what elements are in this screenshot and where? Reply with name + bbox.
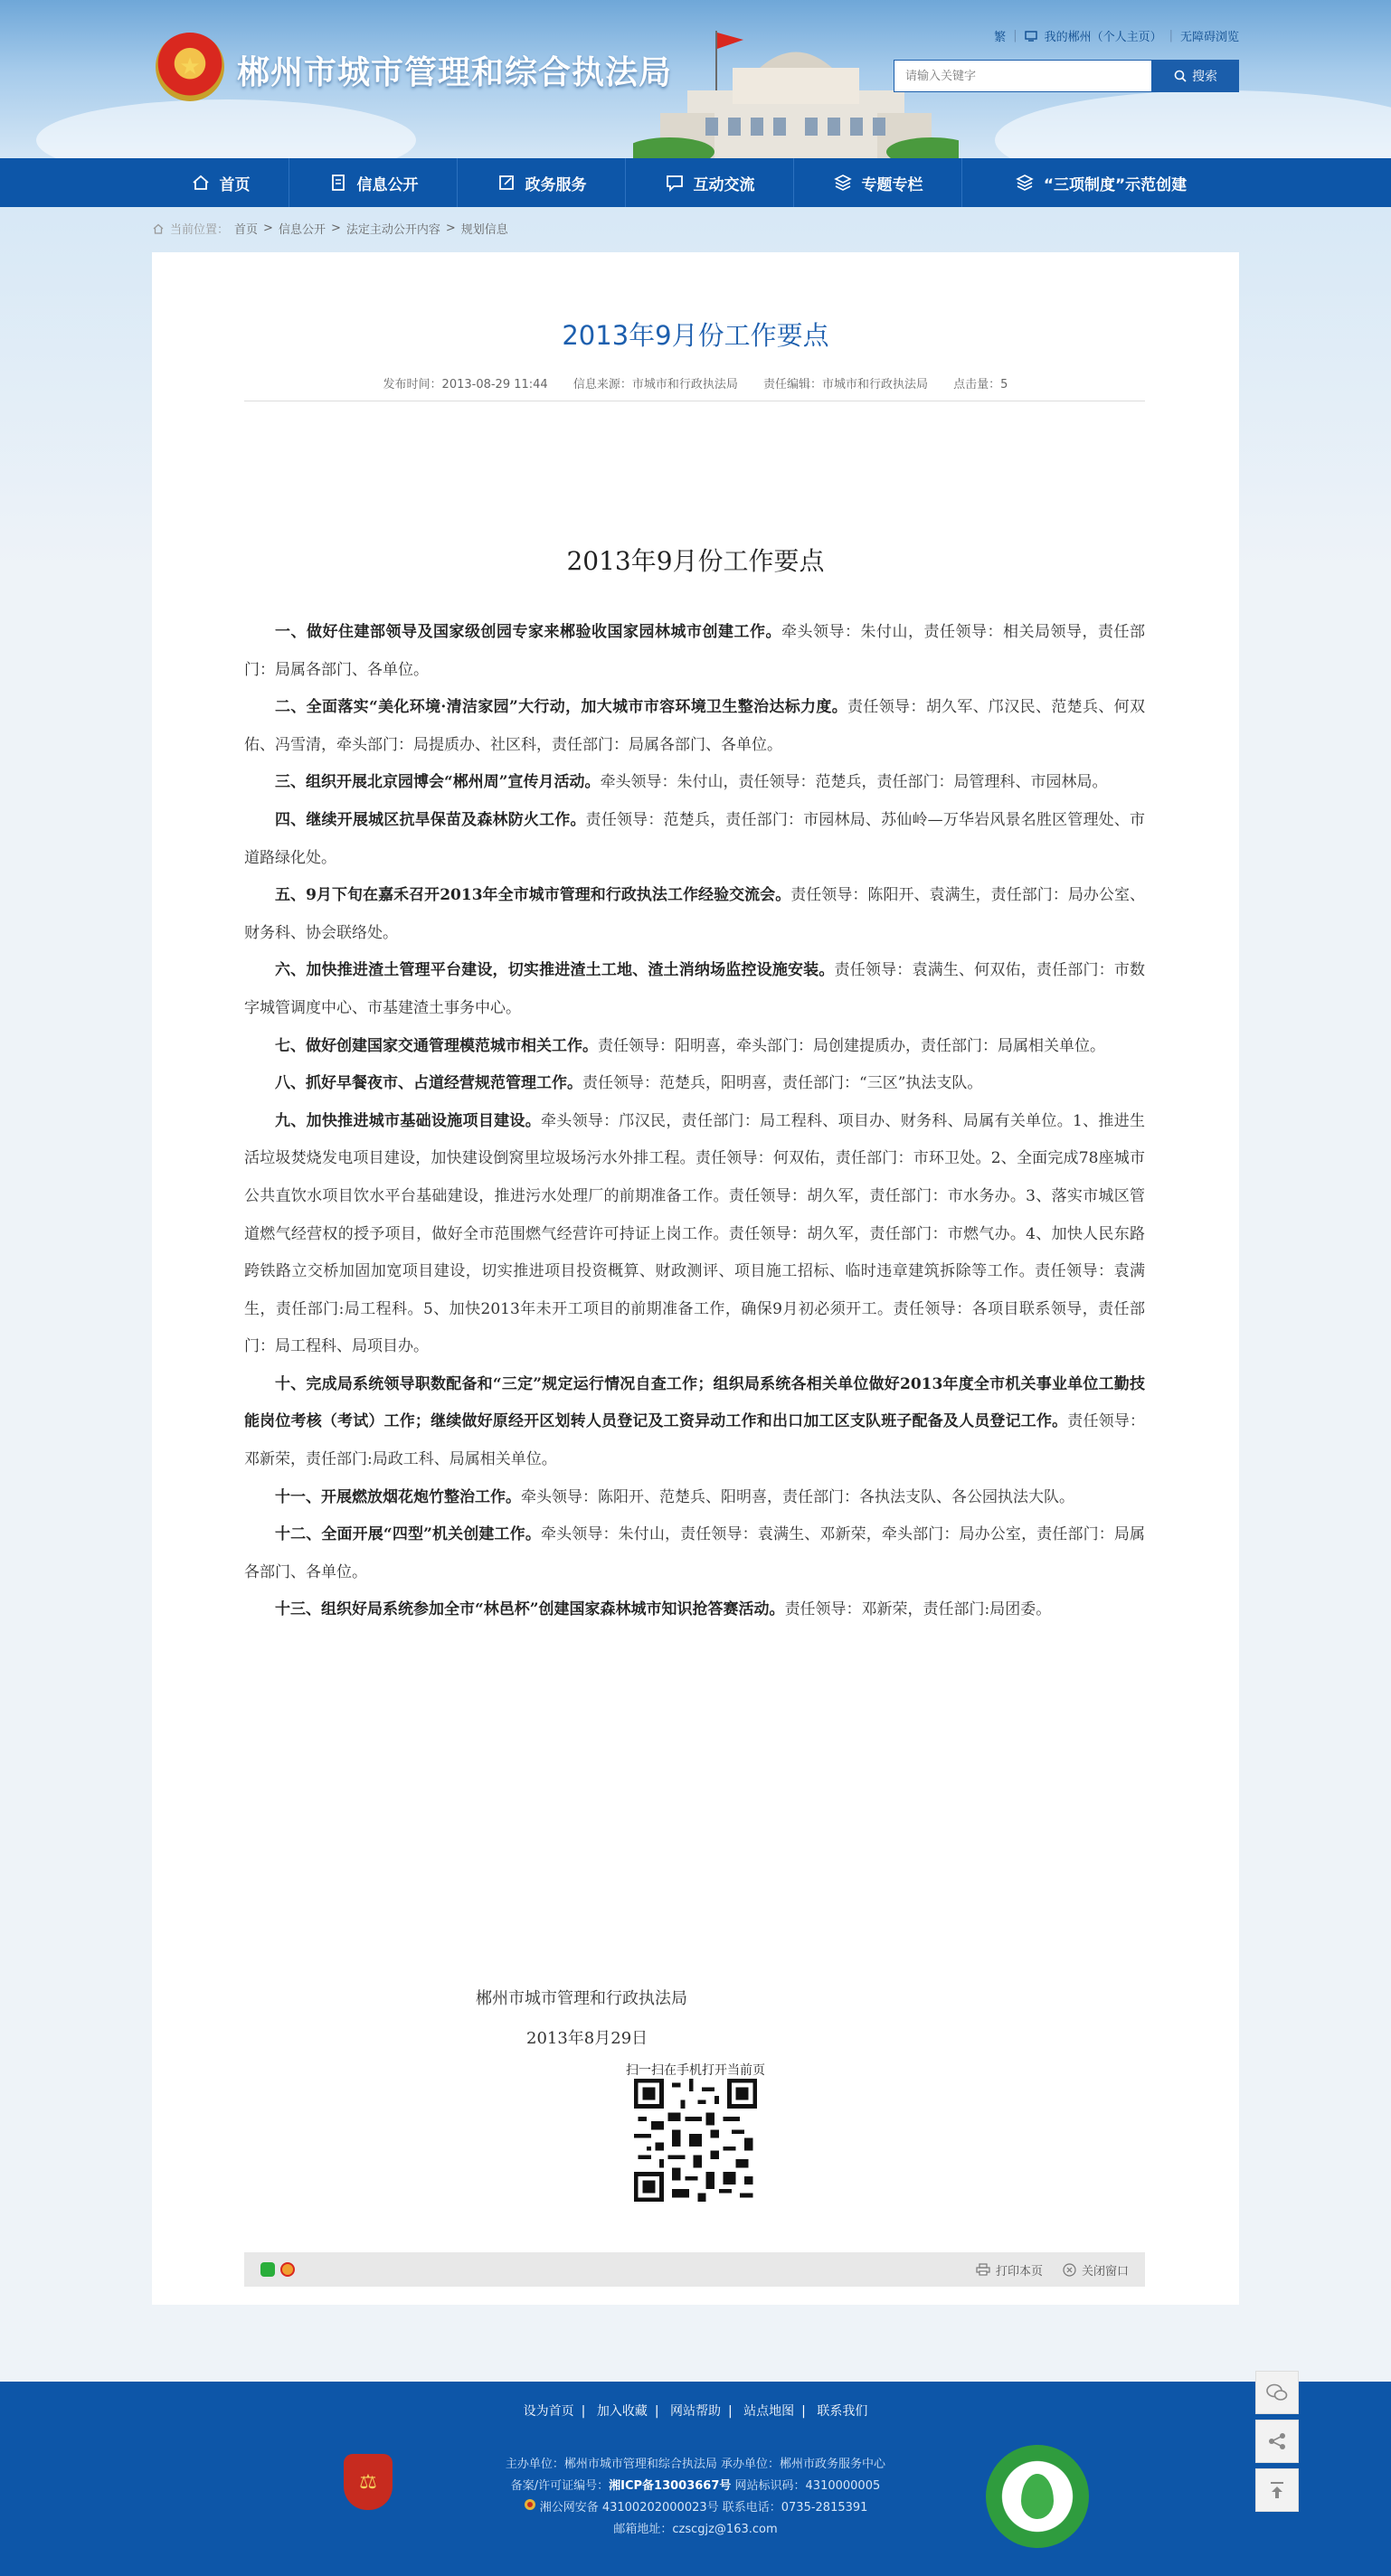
share-float-button[interactable] [1255, 2420, 1299, 2463]
paragraph: 五、9月下旬在嘉禾召开2013年全市城市管理和行政执法工作经验交流会。责任领导：陈阳开、袁满生，责任部门：局办公室、财务科、协会联络处。 [244, 886, 1145, 942]
page-title: 2013年9月份工作要点 [562, 320, 829, 351]
publish-time: 发布时间：2013-08-29 11:44 [383, 378, 548, 392]
qr-label: 扫一扫在手机打开当前页 [626, 2063, 765, 2078]
arrow-up-icon [1267, 2480, 1287, 2500]
footer-sponsor: 主办单位：郴州市城市管理和综合执法局 承办单位：郴州市政务服务中心 [505, 2458, 886, 2471]
share-bar [244, 2252, 1145, 2287]
view-count: 点击量：5 [953, 378, 1008, 392]
breadcrumb [152, 220, 508, 237]
signature-org: 郴州市城市管理和行政执法局 [476, 1989, 687, 2008]
separator: | [1169, 29, 1173, 42]
home-icon [191, 173, 211, 193]
separator: | [1013, 29, 1017, 42]
paragraph: 三、组织开展北京园博会“郴州周”宣传月活动。牵头领导：朱付山，责任领导：范楚兵，责任部门：局管理科、市园林局。 [275, 773, 1108, 792]
printer-icon [976, 2263, 990, 2276]
cloud-decoration [995, 90, 1391, 158]
top-links [994, 27, 1239, 44]
responsible-editor: 责任编辑：市城市和行政执法局 [763, 378, 929, 392]
document-title: 2013年9月份工作要点 [566, 546, 825, 576]
home-icon [152, 222, 165, 235]
share-icons [260, 2262, 295, 2277]
nav-item-home[interactable] [152, 158, 289, 207]
breadcrumb-item[interactable]: 法定主动公开内容 [345, 223, 440, 237]
police-badge-icon [524, 2498, 536, 2511]
civilized-unit-badge-icon [986, 2445, 1089, 2548]
nav-item-label: 信息公开 [356, 175, 419, 194]
signature-date: 2013年8月29日 [526, 2029, 648, 2048]
paragraph: 九、加快推进城市基础设施项目建设。牵头领导：邝汉民，责任部门：局工程科、项目办、财务科、局属有关单位。1、推进生活垃圾焚烧发电项目建设，加快建设倒窝里垃圾场污水外排工程。责任领导：何双佑，责任部门：市环卫处。2、全面完成78座城市公共直饮水项目饮水平台基础建设，推进污水处理厂的前期准备工作。责任领导：胡久军，责任部门：市水务办。3、落实市城区管道燃气经营权的授予项目，做好全市范围燃气经营许可持证上岗工作。责任领导：胡久军，责任部门：市燃气办。4、加快人民东路跨铁路立交桥加固加宽项目建设，切实推进项目投资概算、财政测评、项目施工招标、临时违章建筑拆除等工作。责任领导：袁满生，责任部门:局工程科。5、加快2013年未开工项目的前期准备工作，确保9月初必须开工。责任领导：各项目联系领导，责任部门：局工程科、局项目办。 [244, 1111, 1145, 1356]
breadcrumb-separator: > [445, 222, 456, 235]
cloud-decoration [36, 99, 416, 158]
traditional-chinese-link[interactable]: 繁 [994, 31, 1007, 44]
footer-link-help[interactable]: 网站帮助 [670, 2404, 721, 2419]
article-panel [152, 252, 1239, 2305]
signature [476, 1979, 687, 2059]
chat-icon [665, 173, 685, 193]
footer-info [0, 2454, 1391, 2541]
breadcrumb-item[interactable]: 首页 [234, 223, 259, 237]
print-button[interactable] [976, 2261, 1043, 2279]
site-header [0, 0, 1391, 158]
breadcrumb-separator: > [263, 222, 273, 235]
breadcrumb-item[interactable]: 规划信息 [460, 223, 508, 237]
wechat-icon [1266, 2383, 1288, 2402]
site-footer [0, 2382, 1391, 2576]
search-icon [1174, 70, 1187, 82]
print-label: 打印本页 [995, 2264, 1043, 2279]
paragraph: 七、做好创建国家交通管理模范城市相关工作。责任领导：阳明喜，牵头部门：局创建提质办，责任部门：局属相关单位。 [275, 1036, 1105, 1055]
footer-link-set-home[interactable]: 设为首页 [523, 2404, 574, 2419]
search-button-label: 搜索 [1192, 70, 1217, 84]
gov-error-correction-badge-icon[interactable]: ⚖ [344, 2454, 393, 2510]
accessibility-link[interactable]: 无障碍浏览 [1179, 31, 1239, 44]
nav-item-label: “三项制度”示范创建 [1043, 175, 1188, 194]
footer-police-record: 湘公网安备 43100202000023号 联系电话：0735-2815391 [0, 2497, 1391, 2519]
back-to-top-button[interactable] [1255, 2468, 1299, 2512]
paragraph: 十一、开展燃放烟花炮竹整治工作。牵头领导：陈阳开、范楚兵、阳明喜，责任部门：各执法支队、各公园执法大队。 [275, 1487, 1074, 1506]
article-body [244, 614, 1145, 1629]
page-actions [976, 2261, 1129, 2279]
nav-item-info-disclosure[interactable] [289, 158, 458, 207]
paragraph: 十、完成局系统领导职数配备和“三定”规定运行情况自查工作；组织局系统各相关单位做好2013年度全市机关事业单位工勤技能岗位考核（考试）工作；继续做好原经开区划转人员登记及工资异动工作和出口加工区支队班子配备及人员登记工作。责任领导：邓新荣，责任部门:局政工科、局属相关单位。 [244, 1374, 1145, 1469]
layers-icon [833, 173, 853, 193]
wechat-float-button[interactable] [1255, 2371, 1299, 2414]
nav-item-label: 专题专栏 [861, 175, 923, 194]
share-icon [1267, 2431, 1287, 2451]
paragraph: 一、做好住建部领导及国家级创园专家来郴验收国家园林城市创建工作。牵头领导：朱付山，责任领导：相关局领导，责任部门：局属各部门、各单位。 [244, 623, 1145, 679]
search-button[interactable] [1152, 60, 1239, 92]
nav-item-label: 政务服务 [525, 175, 587, 194]
breadcrumb-separator: > [330, 222, 341, 235]
nav-item-three-systems[interactable] [962, 158, 1239, 207]
close-window-button[interactable] [1063, 2261, 1129, 2279]
nav-item-label: 互动交流 [693, 175, 755, 194]
building-illustration [633, 27, 959, 158]
floating-toolbar [1255, 2371, 1299, 2512]
article-meta [152, 374, 1239, 392]
footer-link-sitemap[interactable]: 站点地图 [743, 2404, 795, 2419]
nav-item-special-topics[interactable] [794, 158, 962, 207]
monitor-icon [1025, 31, 1037, 42]
layers-icon [1015, 173, 1035, 193]
my-chenzhou-link[interactable]: 我的郴州（个人主页） [1044, 31, 1162, 44]
footer-link-favorite[interactable]: 加入收藏 [596, 2404, 648, 2419]
weibo-share-icon[interactable] [280, 2262, 295, 2277]
close-icon [1063, 2263, 1076, 2277]
paragraph: 二、全面落实“美化环境·清洁家园”大行动，加大城市市容环境卫生整治达标力度。责任领导：胡久军、邝汉民、范楚兵、何双佑、冯雪清，牵头部门：局提质办、社区科，责任部门：局属各部门、各单位。 [244, 698, 1145, 754]
search-input[interactable] [894, 60, 1152, 92]
edit-icon [497, 173, 516, 193]
nav-item-gov-services[interactable] [458, 158, 626, 207]
paragraph: 六、加快推进渣土管理平台建设，切实推进渣土工地、渣土消纳场监控设施安装。责任领导：袁满生、何双佑，责任部门：市数字城管调度中心、市基建渣土事务中心。 [244, 961, 1146, 1017]
footer-links: 设为首页 | 加入收藏 | 网站帮助 | 站点地图 | 联系我们 [523, 2404, 868, 2419]
paragraph: 八、抓好早餐夜市、占道经营规范管理工作。责任领导：范楚兵，阳明喜，责任部门：“三区”执法支队。 [275, 1074, 983, 1093]
nav-item-label: 首页 [219, 175, 251, 194]
qr-code [634, 2079, 757, 2202]
breadcrumb-prefix: 当前位置： [170, 223, 230, 237]
footer-link-contact[interactable]: 联系我们 [817, 2404, 868, 2419]
info-source: 信息来源：市城市和行政执法局 [572, 378, 738, 392]
paragraph: 四、继续开展城区抗旱保苗及森林防火工作。责任领导：范楚兵，责任部门：市园林局、苏仙岭—万华岩风景名胜区管理处、市道路绿化处。 [244, 810, 1146, 867]
footer-license: 备案/许可证编号：湘ICP备13003667号 网站标识码：4310000005 [510, 2479, 881, 2493]
close-label: 关闭窗口 [1081, 2264, 1129, 2279]
search-box [894, 60, 1239, 92]
nav-item-interaction[interactable] [626, 158, 794, 207]
paragraph: 十二、全面开展“四型”机关创建工作。牵头领导：朱付山，责任领导：袁满生、邓新荣，牵头部门：局办公室，责任部门：局属各部门、各单位。 [244, 1525, 1145, 1581]
site-title[interactable]: 郴州市城市管理和综合执法局 [237, 54, 673, 91]
national-emblem-icon: ★ [156, 33, 224, 101]
main-nav [0, 158, 1391, 207]
wechat-share-icon[interactable] [260, 2262, 275, 2277]
paragraph: 十三、组织好局系统参加全市“林邑杯”创建国家森林城市知识抢答赛活动。责任领导：邓新荣，责任部门:局团委。 [275, 1600, 1052, 1619]
footer-email: 邮箱地址：czscgjz@163.com [613, 2523, 778, 2536]
document-icon [328, 173, 348, 193]
breadcrumb-item[interactable]: 信息公开 [278, 223, 326, 237]
icp-number[interactable]: 湘ICP备13003667号 [609, 2479, 732, 2493]
